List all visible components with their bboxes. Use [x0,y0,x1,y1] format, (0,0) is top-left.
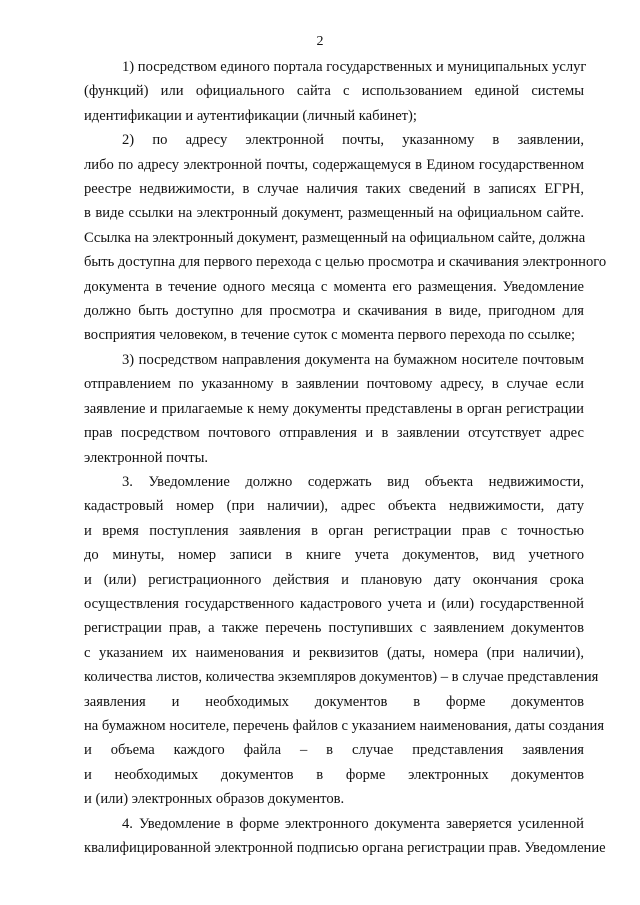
text-line: (функций) или официального сайта с использованием единой системы [84,83,584,100]
text-line: 3. Уведомление должно содержать вид объекта недвижимости, [122,473,584,490]
text-line: и (или) электронных образов документов. [84,791,345,808]
text-line: электронной почты. [84,449,209,466]
text-line: квалифицированной электронной подписью органа регистрации прав. Уведомление [84,840,606,856]
text-line: Ссылка на электронный документ, размещенный на официальном сайте, должна [84,229,586,246]
text-line: идентификации и аутентификации (личный кабинет); [84,107,417,124]
text-line: быть доступна для первого перехода с целью просмотра и скачивания электронного [84,254,607,271]
text-line: 3) посредством направления документа на бумажном носителе почтовым [122,351,584,368]
text-line: с указанием их наименования и реквизитов (даты, номера (при наличии), [84,644,584,661]
text-line: и время поступления заявления в орган регистрации прав с точностью [84,522,584,539]
text-line: либо по адресу электронной почты, содержащемуся в Едином государственном [84,156,584,173]
text-line: заявления и необходимых документов в форме документов [84,693,584,710]
text-line: кадастровый номер (при наличии), адрес объекта недвижимости, дату [84,498,584,515]
text-line: количества листов, количества экземпляров документов) – в случае представления [84,669,599,686]
text-line: заявление и прилагаемые к нему документы представлены в орган регистрации [84,400,584,417]
text-line: осуществления государственного кадастрового учета и (или) государственной [84,595,584,612]
paragraph-item-5 [84,812,606,861]
text-line: и объема каждого файла – в случае представления заявления [84,742,584,759]
paragraph-item-3 [84,348,584,470]
text-line: и (или) регистрационного действия и плановую дату окончания срока [84,571,584,588]
text-line: должно быть доступно для просмотра и скачивания в виде, пригодном для [84,303,584,320]
text-line: 1) посредством единого портала государственных и муниципальных услуг [122,59,587,75]
paragraph-item-1 [84,55,587,128]
page-number: 2 [316,34,324,49]
text-line: 4. Уведомление в форме электронного документа заверяется усиленной [122,815,584,832]
document-body [84,55,607,860]
text-line: реестре недвижимости, в случае наличия таких сведений в записях ЕГРН, [84,181,584,198]
text-line: в виде ссылки на электронный документ, размещенный на официальном сайте. [84,205,584,222]
text-line: восприятия человеком, в течение суток с момента первого перехода по ссылке; [84,327,575,344]
text-line: регистрации прав, а также перечень поступивших с заявлением документов [84,620,584,637]
text-line: до минуты, номер записи в книге учета документов, вид учетного [84,547,584,564]
text-line: прав посредством почтового отправления и в заявлении отсутствует адрес [84,425,584,442]
text-line: на бумажном носителе, перечень файлов с указанием наименования, даты создания [84,717,605,734]
paragraph-item-4 [84,470,605,812]
text-line: 2) по адресу электронной почты, указанному в заявлении, [122,132,584,149]
text-line: и необходимых документов в форме электронных документов [84,766,584,783]
paragraph-item-2 [84,128,607,348]
text-line: отправлением по указанному в заявлении почтовому адресу, в случае если [84,376,584,393]
text-line: документа в течение одного месяца с момента его размещения. Уведомление [84,278,584,295]
